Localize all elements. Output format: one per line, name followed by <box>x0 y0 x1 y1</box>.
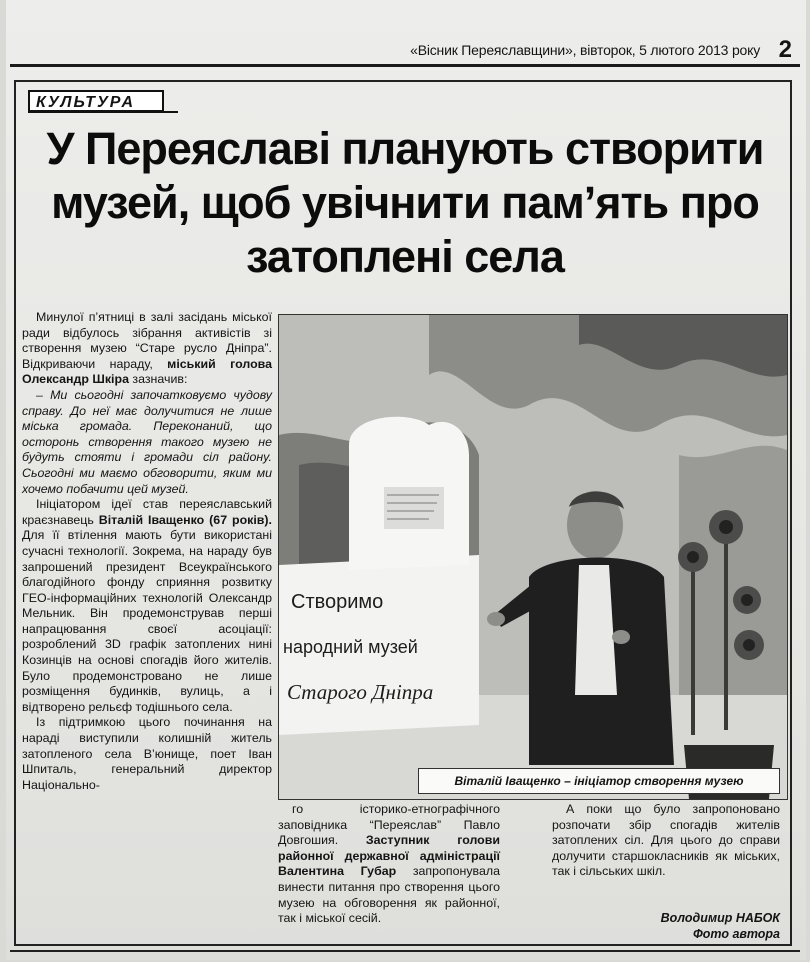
text-run: міський голова Олександр Шкіра <box>22 356 272 387</box>
text-run: го історико-етнографічного заповідника “Переяслав” Павло Довгошия. <box>278 802 500 848</box>
banner-line-3: Старого Дніпра <box>287 680 434 704</box>
text-run: А поки що було запропоновано розпочати збір спогадів жителів затоплених сіл. Для цього до справи долучити старшокласників як міських, так і сільських шкіл. <box>552 802 780 879</box>
text-run: зазначив: <box>128 372 188 387</box>
banner-line-2: народний музей <box>283 637 418 657</box>
article-paragraph <box>22 388 272 497</box>
text-run: Віталій Іващенко (67 років). <box>98 512 272 527</box>
photo-credit: Фото автора <box>693 927 780 941</box>
article-column-middle <box>278 802 500 927</box>
article-column-right <box>552 802 780 880</box>
text-run: запропонувала винести питання про створення цього музею на обговорення як районної, так і міської сесій. <box>278 864 500 926</box>
headline: У Переяславі планують створити музей, щоб увічнити пам’ять про затоплені села <box>46 123 764 282</box>
text-run: – Ми сьогодні започатковуємо чудову справу. До неї має долучитися не лише міська громада. Переконаний, що осторонь створення такого музею не будуть стояти і громади сіл району. Сьогодні ми маємо обговорити, яким ми хочемо побачити цей музей. <box>22 387 272 496</box>
text-run: Заступник голови районної державної адміністрації Валентина Губар <box>278 833 500 879</box>
article-photo <box>278 314 788 800</box>
article-paragraph <box>22 310 272 388</box>
article-paragraph <box>552 802 780 880</box>
banner-line-1: Створимо <box>291 591 384 613</box>
page-number: 2 <box>778 36 792 63</box>
section-tag: КУЛЬТУРА <box>28 90 164 112</box>
byline <box>661 910 780 942</box>
text-run: Минулої п’ятниці в залі засідань міської ради відбулось зібрання активістів зі створення музею “Старе русло Дніпра”. Відкриваючи нараду, <box>22 310 272 371</box>
article-paragraph <box>278 802 500 927</box>
text-run: Із підтримкою цього починання на нараді виступили колишній житель затопленого села В’юнище, поет Іван Шпиталь, генеральний директор Національно- <box>22 715 272 792</box>
section-rule <box>28 111 178 113</box>
article-paragraph <box>22 715 272 793</box>
article-column-left <box>22 310 272 793</box>
photo-caption: Віталій Іващенко – ініціатор створення музею <box>418 768 780 794</box>
masthead-text: «Вісник Переяславщини», вівторок, 5 лютого 2013 року <box>410 42 760 58</box>
text-run: Ініціатором ідеї став переяславський краєзнавець <box>22 497 272 527</box>
author-name: Володимир НАБОК <box>660 911 780 925</box>
masthead <box>10 34 800 67</box>
photo-illustration <box>279 315 787 799</box>
text-run: Для її втілення мають бути використані сучасні технології. Зокрема, на нараду був запрошений президент Всеукраїнського благодійного фонду сприяння розвитку ГЕО-інформаційних технологій Олександр Мельник. Він продемонстрував перші напрацювання своєї асоціації: розроблений 3D графік затоплених нині Козинців на основі спогадів його жителів. Було продемонстровано не лише розміщення будинків, вулиць, а і відтворено рельєф тодішнього села. <box>22 528 272 714</box>
page-bottom-rule <box>10 950 800 962</box>
article-paragraph <box>22 497 272 715</box>
